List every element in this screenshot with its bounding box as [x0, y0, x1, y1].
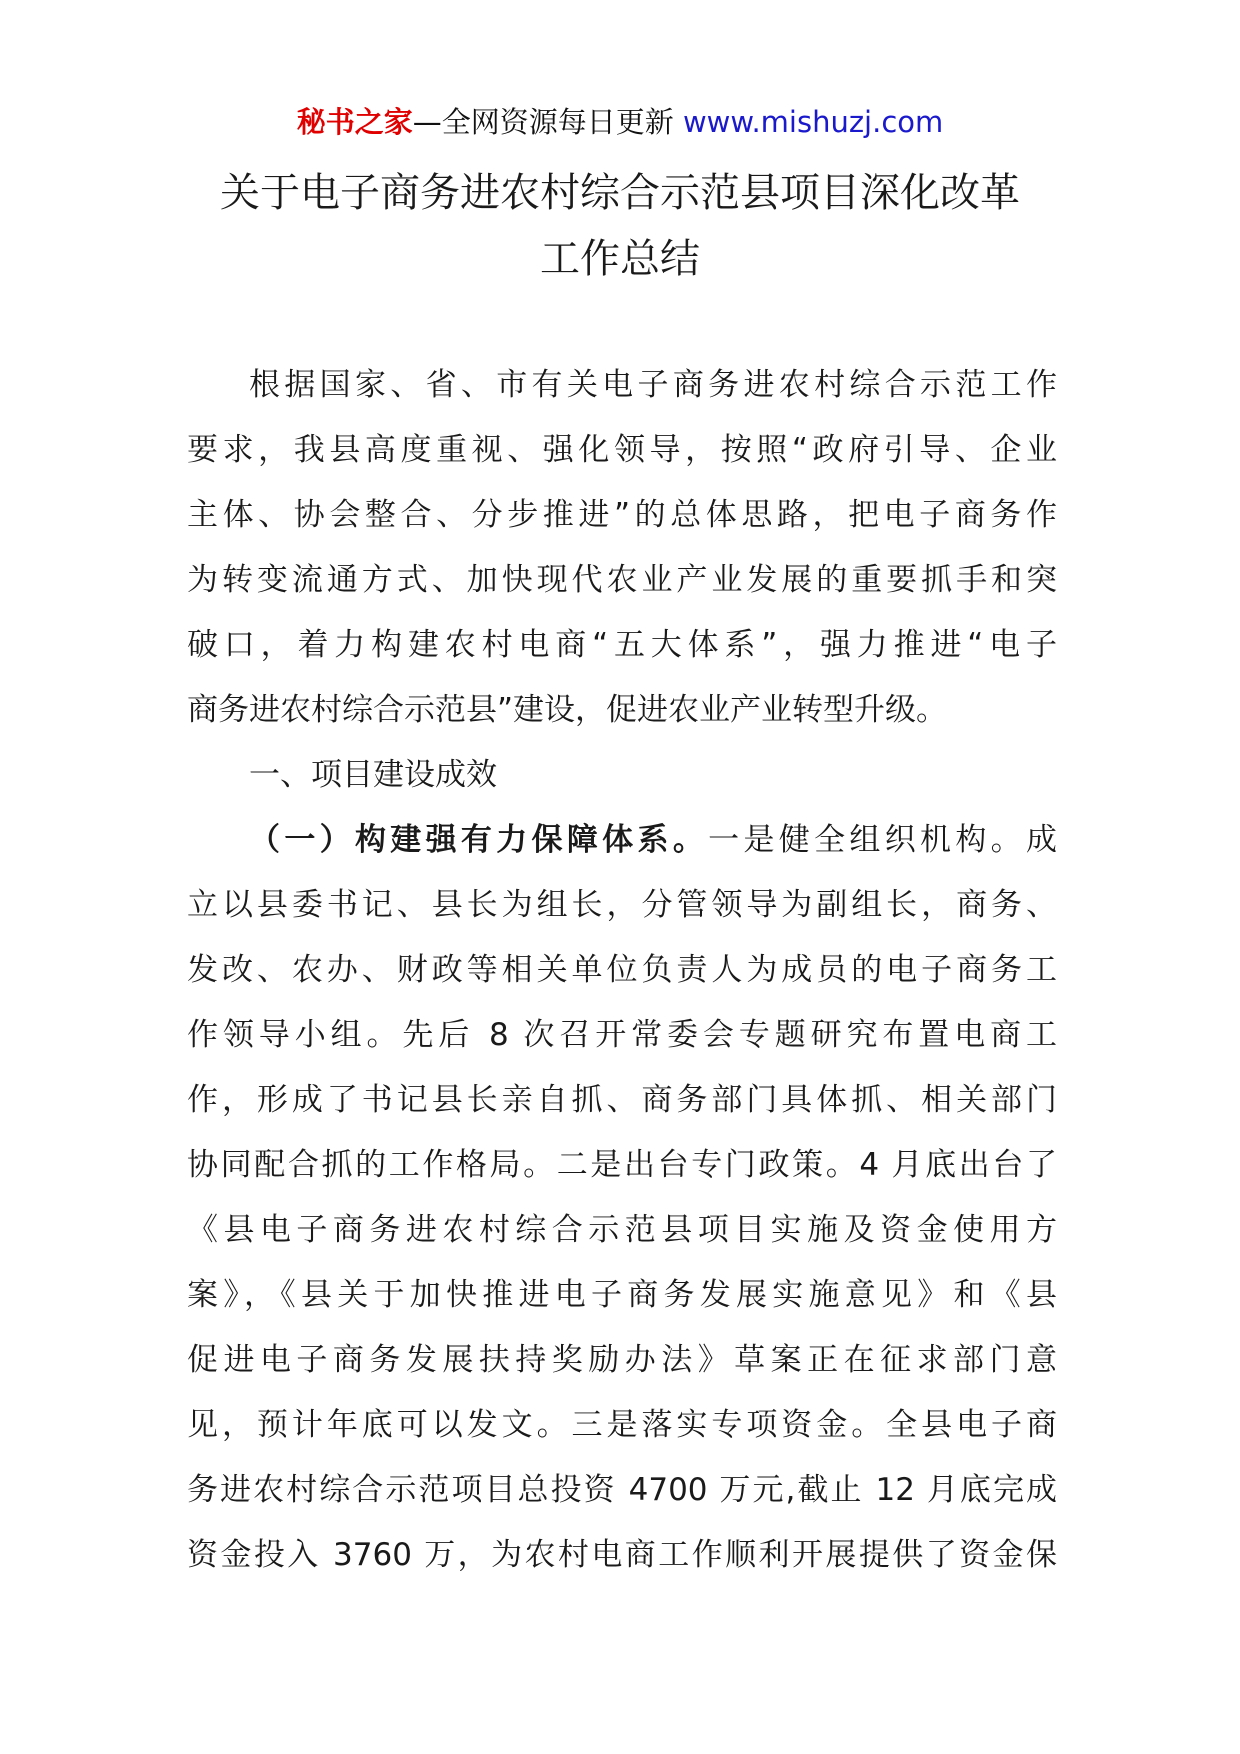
site-banner	[0, 102, 1240, 142]
section-heading: 一、项目建设成效	[249, 757, 497, 793]
paragraph-line: 作领导小组。先后 8 次召开常委会专题研究布置电商工	[187, 1017, 1057, 1053]
paragraph-line: 作，形成了书记县长亲自抓、商务部门具体抓、相关部门	[187, 1082, 1057, 1118]
site-url-link[interactable]: www.mishuzj.com	[682, 105, 944, 139]
brand-name: 秘书之家	[296, 105, 413, 139]
paragraph-line	[187, 808, 1057, 873]
paragraph-line: 资金投入 3760 万，为农村电商工作顺利开展提供了资金保	[187, 1537, 1057, 1573]
paragraph-line: 立以县委书记、县长为组长，分管领导为副组长，商务、	[187, 887, 1057, 923]
document-title	[150, 160, 1090, 292]
title-line-1: 关于电子商务进农村综合示范县项目深化改革	[220, 170, 1020, 216]
paragraph-line: 务进农村综合示范项目总投资 4700 万元,截止 12 月底完成	[187, 1472, 1057, 1508]
paragraph-line: 商务进农村综合示范县”建设，促进农业产业转型升级。	[187, 692, 948, 728]
paragraph-line: 发改、农办、财政等相关单位负责人为成员的电子商务工	[187, 952, 1057, 988]
paragraph-line: 见，预计年底可以发文。三是落实专项资金。全县电子商	[187, 1407, 1057, 1443]
banner-tagline: —全网资源每日更新	[412, 105, 674, 139]
paragraph-line: 主体、协会整合、分步推进”的总体思路，把电子商务作	[187, 497, 1057, 533]
paragraph-line: 案》，《县关于加快推进电子商务发展实施意见》和《县	[187, 1277, 1057, 1313]
paragraph-line: 促进电子商务发展扶持奖励办法》草案正在征求部门意	[187, 1342, 1057, 1378]
paragraph-line: 协同配合抓的工作格局。二是出台专门政策。4 月底出台了	[187, 1147, 1057, 1183]
title-line-2: 工作总结	[540, 236, 700, 282]
paragraph-line: 根据国家、省、市有关电子商务进农村综合示范工作	[249, 367, 1057, 403]
subsection-heading: （一）构建强有力保障体系。	[249, 822, 709, 858]
paragraph-line: 要求，我县高度重视、强化领导，按照“政府引导、企业	[187, 432, 1057, 468]
paragraph-line: 《县电子商务进农村综合示范县项目实施及资金使用方	[187, 1212, 1057, 1248]
paragraph-line: 破口，着力构建农村电商“五大体系”，强力推进“电子	[187, 627, 1057, 663]
paragraph-line-text: 一是健全组织机构。成	[708, 822, 1057, 858]
document-body	[187, 353, 1057, 1588]
paragraph-line: 为转变流通方式、加快现代农业产业发展的重要抓手和突	[187, 562, 1057, 598]
